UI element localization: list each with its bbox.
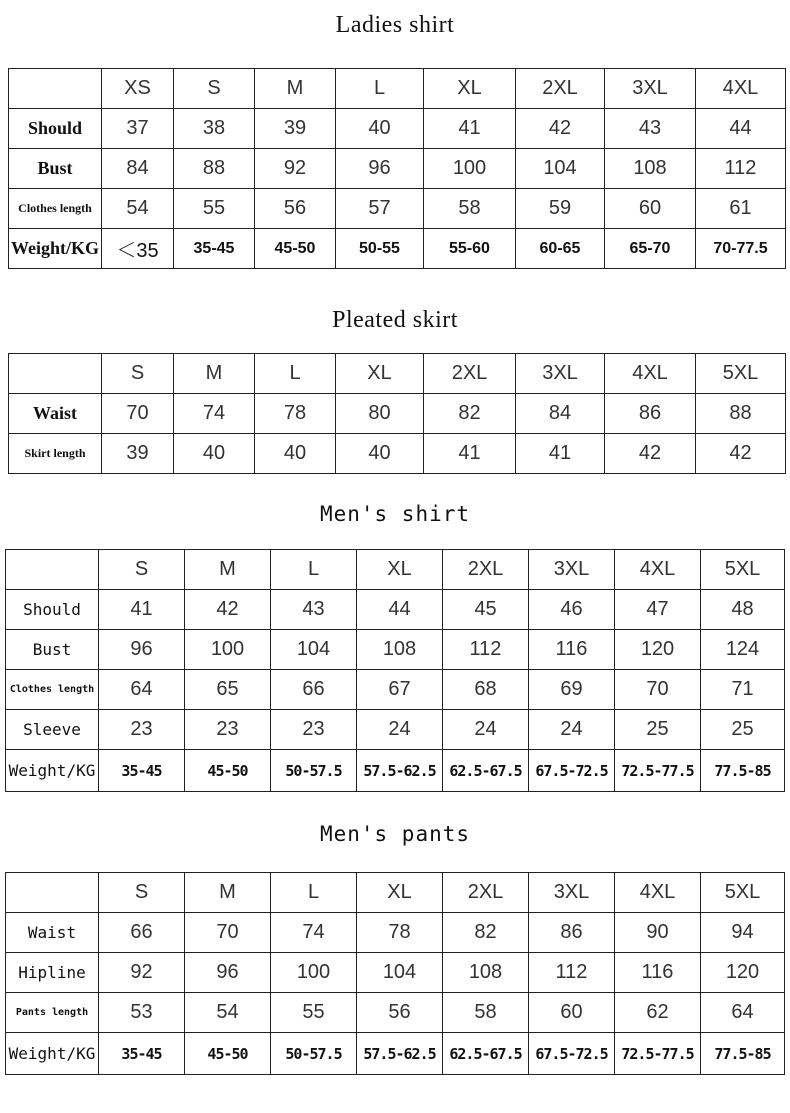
value-cell: 45: [443, 590, 529, 630]
hipline-row: [6, 953, 785, 993]
value-cell: 59: [516, 189, 605, 229]
row-label: Pants length: [6, 993, 99, 1033]
size-cell: 2XL: [424, 354, 516, 394]
value-cell: 70: [102, 394, 174, 434]
value-cell: 39: [102, 434, 174, 474]
size-cell: M: [185, 873, 271, 913]
row-label: Should: [6, 590, 99, 630]
value-cell: 100: [424, 149, 516, 189]
value-cell: 50-55: [336, 229, 424, 269]
value-cell: 64: [701, 993, 785, 1033]
value-cell: 108: [605, 149, 696, 189]
size-cell: 5XL: [696, 354, 786, 394]
value-cell: 53: [99, 993, 185, 1033]
value-cell: 37: [102, 109, 174, 149]
value-cell: 44: [357, 590, 443, 630]
row-label: Hipline: [6, 953, 99, 993]
clothes-length-row: [6, 670, 785, 710]
weight-row: [9, 229, 786, 269]
value-cell: 72.5-77.5: [615, 750, 701, 792]
value-cell: 72.5-77.5: [615, 1033, 701, 1075]
value-cell: 66: [99, 913, 185, 953]
value-cell: 100: [185, 630, 271, 670]
value-cell: 116: [529, 630, 615, 670]
value-cell: 38: [174, 109, 255, 149]
value-cell: 44: [696, 109, 786, 149]
value-cell: 60-65: [516, 229, 605, 269]
value-cell: 84: [102, 149, 174, 189]
value-cell: 23: [185, 710, 271, 750]
mens-shirt-table: [5, 549, 785, 792]
mens-pants-table: [5, 872, 785, 1075]
value-cell: 74: [271, 913, 357, 953]
row-label: Bust: [9, 149, 102, 189]
size-header-row: [6, 550, 785, 590]
size-cell: 2XL: [443, 550, 529, 590]
row-label: Weight/KG: [9, 229, 102, 269]
value-cell: 45-50: [185, 750, 271, 792]
value-cell: 62: [615, 993, 701, 1033]
value-cell: 120: [701, 953, 785, 993]
size-cell: 2XL: [443, 873, 529, 913]
value-cell: 70: [185, 913, 271, 953]
waist-row: [9, 394, 786, 434]
value-cell: 86: [605, 394, 696, 434]
row-label: Sleeve: [6, 710, 99, 750]
value-cell: 108: [357, 630, 443, 670]
value-cell: 50-57.5: [271, 1033, 357, 1075]
skirt-length-row: [9, 434, 786, 474]
value-cell: 70: [615, 670, 701, 710]
value-cell: 48: [701, 590, 785, 630]
bust-row: [9, 149, 786, 189]
pleated-skirt-table: [8, 353, 786, 474]
value-cell: 56: [255, 189, 336, 229]
value-cell: 42: [605, 434, 696, 474]
size-cell: XL: [424, 69, 516, 109]
value-cell: 55-60: [424, 229, 516, 269]
value-cell: 41: [516, 434, 605, 474]
value-cell: 41: [99, 590, 185, 630]
clothes-length-row: [9, 189, 786, 229]
size-cell: 3XL: [605, 69, 696, 109]
value-cell: 47: [615, 590, 701, 630]
value-cell: 25: [701, 710, 785, 750]
value-cell: 24: [357, 710, 443, 750]
value-cell: 23: [99, 710, 185, 750]
value-cell: 58: [443, 993, 529, 1033]
pants-length-row: [6, 993, 785, 1033]
pleated-skirt-title: Pleated skirt: [332, 307, 458, 333]
value-cell: 24: [443, 710, 529, 750]
value-cell: 40: [336, 434, 424, 474]
mens-shirt-title: Men's shirt: [319, 502, 471, 526]
value-cell: 70-77.5: [696, 229, 786, 269]
corner-cell: [9, 69, 102, 109]
size-cell: XL: [357, 550, 443, 590]
value-cell: 35-45: [99, 750, 185, 792]
value-cell: 57: [336, 189, 424, 229]
value-cell: 42: [696, 434, 786, 474]
value-cell: 58: [424, 189, 516, 229]
value-cell: 46: [529, 590, 615, 630]
size-cell: 4XL: [696, 69, 786, 109]
value-cell: 43: [271, 590, 357, 630]
should-row: [9, 109, 786, 149]
value-cell: 50-57.5: [271, 750, 357, 792]
value-cell: 24: [529, 710, 615, 750]
size-cell: S: [99, 550, 185, 590]
sleeve-row: [6, 710, 785, 750]
weight-row: [6, 750, 785, 792]
size-cell: L: [255, 354, 336, 394]
value-cell: 60: [605, 189, 696, 229]
value-cell: 86: [529, 913, 615, 953]
value-cell: 65-70: [605, 229, 696, 269]
size-cell: S: [174, 69, 255, 109]
value-cell: 40: [255, 434, 336, 474]
size-cell: L: [271, 550, 357, 590]
value-cell: 112: [696, 149, 786, 189]
row-label: Skirt length: [9, 434, 102, 474]
value-cell: 69: [529, 670, 615, 710]
value-cell: 78: [357, 913, 443, 953]
value-cell: 88: [174, 149, 255, 189]
value-cell: 112: [529, 953, 615, 993]
value-cell: 57.5-62.5: [357, 750, 443, 792]
value-cell: 65: [185, 670, 271, 710]
value-cell: 120: [615, 630, 701, 670]
value-cell: 78: [255, 394, 336, 434]
value-cell: 42: [185, 590, 271, 630]
size-cell: S: [99, 873, 185, 913]
value-cell: 45-50: [185, 1033, 271, 1075]
row-label: Weight/KG: [6, 750, 99, 792]
value-cell: 25: [615, 710, 701, 750]
ladies-shirt-table: [8, 68, 786, 269]
value-cell: 94: [701, 913, 785, 953]
value-cell: 68: [443, 670, 529, 710]
size-cell: 4XL: [605, 354, 696, 394]
value-cell: 104: [357, 953, 443, 993]
corner-cell: [9, 354, 102, 394]
value-cell: 96: [99, 630, 185, 670]
row-label: Waist: [9, 394, 102, 434]
size-cell: XL: [336, 354, 424, 394]
row-label: Should: [9, 109, 102, 149]
value-cell: 100: [271, 953, 357, 993]
value-cell: 104: [516, 149, 605, 189]
value-cell: 41: [424, 109, 516, 149]
value-cell: 41: [424, 434, 516, 474]
value-cell: 40: [336, 109, 424, 149]
value-cell: 71: [701, 670, 785, 710]
value-cell: 96: [185, 953, 271, 993]
value-cell: 74: [174, 394, 255, 434]
mens-pants-title: Men's pants: [319, 822, 471, 846]
value-cell: 108: [443, 953, 529, 993]
size-cell: L: [271, 873, 357, 913]
size-cell: M: [185, 550, 271, 590]
value-cell: 55: [174, 189, 255, 229]
value-cell: 61: [696, 189, 786, 229]
size-header-row: [9, 69, 786, 109]
value-cell: 80: [336, 394, 424, 434]
value-cell: 39: [255, 109, 336, 149]
size-cell: 5XL: [701, 873, 785, 913]
value-cell: 77.5-85: [701, 750, 785, 792]
value-cell: 42: [516, 109, 605, 149]
value-cell: 54: [102, 189, 174, 229]
value-cell: 57.5-62.5: [357, 1033, 443, 1075]
value-cell: 92: [255, 149, 336, 189]
ladies-shirt-title: Ladies shirt: [335, 12, 455, 38]
value-cell: 82: [443, 913, 529, 953]
value-cell: 35-45: [99, 1033, 185, 1075]
size-cell: XL: [357, 873, 443, 913]
size-cell: 4XL: [615, 873, 701, 913]
row-label: Clothes length: [9, 189, 102, 229]
size-cell: M: [255, 69, 336, 109]
size-cell: L: [336, 69, 424, 109]
value-cell: 54: [185, 993, 271, 1033]
value-cell: 64: [99, 670, 185, 710]
size-header-row: [6, 873, 785, 913]
size-cell: 3XL: [529, 550, 615, 590]
size-cell: 2XL: [516, 69, 605, 109]
value-cell: 23: [271, 710, 357, 750]
value-cell: 66: [271, 670, 357, 710]
corner-cell: [6, 550, 99, 590]
value-cell: 55: [271, 993, 357, 1033]
value-cell: ＜35: [102, 229, 174, 269]
value-cell: 40: [174, 434, 255, 474]
value-cell: 90: [615, 913, 701, 953]
size-cell: M: [174, 354, 255, 394]
size-cell: XS: [102, 69, 174, 109]
size-cell: 3XL: [529, 873, 615, 913]
waist-row: [6, 913, 785, 953]
corner-cell: [6, 873, 99, 913]
value-cell: 112: [443, 630, 529, 670]
size-cell: 3XL: [516, 354, 605, 394]
should-row: [6, 590, 785, 630]
value-cell: 116: [615, 953, 701, 993]
value-cell: 92: [99, 953, 185, 993]
value-cell: 43: [605, 109, 696, 149]
value-cell: 35-45: [174, 229, 255, 269]
value-cell: 88: [696, 394, 786, 434]
value-cell: 77.5-85: [701, 1033, 785, 1075]
value-cell: 82: [424, 394, 516, 434]
size-header-row: [9, 354, 786, 394]
size-cell: 5XL: [701, 550, 785, 590]
size-cell: S: [102, 354, 174, 394]
size-cell: 4XL: [615, 550, 701, 590]
value-cell: 45-50: [255, 229, 336, 269]
weight-row: [6, 1033, 785, 1075]
value-cell: 62.5-67.5: [443, 750, 529, 792]
value-cell: 84: [516, 394, 605, 434]
value-cell: 124: [701, 630, 785, 670]
value-cell: 67.5-72.5: [529, 750, 615, 792]
row-label: Bust: [6, 630, 99, 670]
row-label: Clothes length: [6, 670, 99, 710]
value-cell: 60: [529, 993, 615, 1033]
value-cell: 96: [336, 149, 424, 189]
value-cell: 104: [271, 630, 357, 670]
row-label: Waist: [6, 913, 99, 953]
bust-row: [6, 630, 785, 670]
value-cell: 67.5-72.5: [529, 1033, 615, 1075]
row-label: Weight/KG: [6, 1033, 99, 1075]
value-cell: 56: [357, 993, 443, 1033]
value-cell: 62.5-67.5: [443, 1033, 529, 1075]
value-cell: 67: [357, 670, 443, 710]
